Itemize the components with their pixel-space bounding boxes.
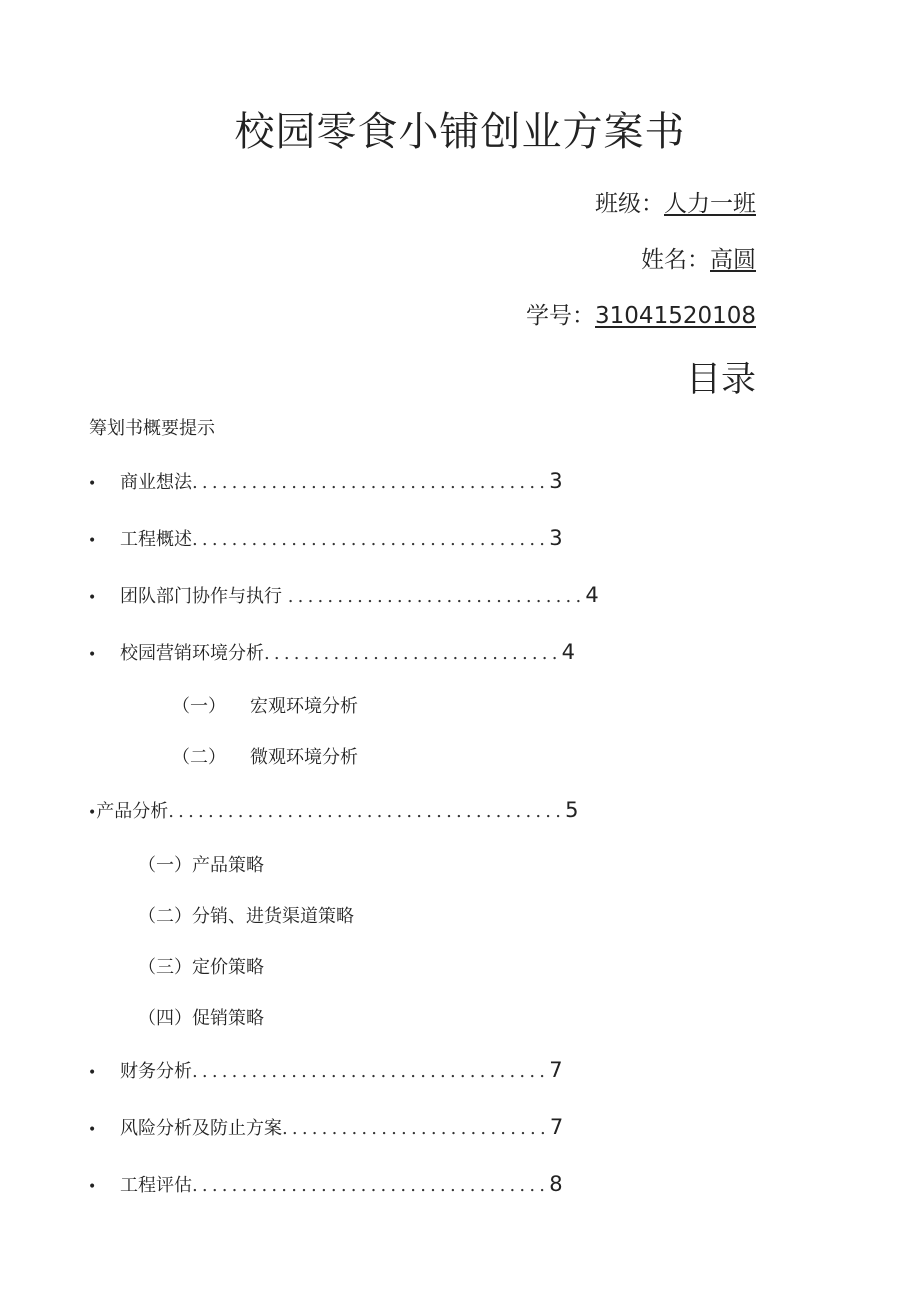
toc-subentry[interactable]: （三）定价策略 <box>138 957 264 978</box>
toc-leader: ........................................ <box>168 801 566 822</box>
toc-leader: .................................... <box>192 1061 550 1082</box>
toc-entry-text: 工程评估 <box>120 1175 192 1196</box>
toc-page-number: 7 <box>549 1115 564 1139</box>
student-id-line <box>526 297 756 330</box>
bullet-icon: • <box>88 805 97 821</box>
name-label: 姓名： <box>641 247 710 273</box>
toc-leader: .............................. <box>287 586 586 607</box>
toc-page-number: 3 <box>549 469 563 493</box>
toc-subentry[interactable]: （一）产品策略 <box>138 855 264 876</box>
toc-entry-text: 团队部门协作与执行 <box>120 586 288 607</box>
subentry-text: 微观环境分析 <box>250 747 358 768</box>
toc-entry-text: 财务分析 <box>120 1061 192 1082</box>
subentry-number: （二） <box>172 747 226 768</box>
bullet-icon: • <box>88 590 97 606</box>
toc-entry-text: 产品分析 <box>96 801 169 822</box>
name-line <box>641 241 756 274</box>
toc-page-number: 4 <box>585 583 599 607</box>
bullet-icon: • <box>88 1179 97 1195</box>
bullet-icon: • <box>88 533 97 549</box>
toc-leader: .................................... <box>192 472 550 493</box>
toc-entry-text: 风险分析及防止方案 <box>120 1118 282 1139</box>
class-label: 班级： <box>595 191 664 217</box>
toc-entry[interactable] <box>88 1057 563 1083</box>
toc-page-number: 5 <box>565 798 579 822</box>
toc-page-number: 8 <box>549 1172 563 1196</box>
toc-entry-text: 工程概述 <box>120 529 192 550</box>
bullet-icon: • <box>88 476 97 492</box>
toc-page-number: 3 <box>549 526 563 550</box>
toc-leader: .................................... <box>192 1175 550 1196</box>
toc-entry[interactable] <box>88 639 575 665</box>
toc-subentry[interactable]: （四）促销策略 <box>138 1008 264 1029</box>
toc-entry-text: 校园营销环境分析 <box>120 643 264 664</box>
bullet-icon: • <box>88 1122 97 1138</box>
bullet-icon: • <box>88 647 97 663</box>
toc-heading: 目录 <box>685 360 756 400</box>
toc-entry[interactable] <box>88 797 579 823</box>
toc-leader: ........................... <box>282 1118 550 1139</box>
toc-entry[interactable] <box>88 468 563 494</box>
student-id-value: 31041520108 <box>595 303 756 329</box>
class-value: 人力一班 <box>664 191 756 217</box>
name-value: 高圆 <box>710 247 756 273</box>
document-title: 校园零食小铺创业方案书 <box>234 109 686 155</box>
summary-line: 筹划书概要提示 <box>89 418 215 439</box>
toc-subentry[interactable]: （二）分销、进货渠道策略 <box>138 906 354 927</box>
toc-entry[interactable] <box>88 582 599 608</box>
toc-subentry[interactable] <box>172 692 358 718</box>
toc-entry-text: 商业想法 <box>120 472 192 493</box>
toc-leader: .................................... <box>192 529 550 550</box>
class-line <box>595 185 756 218</box>
toc-subentry[interactable] <box>172 743 358 769</box>
subentry-number: （一） <box>172 696 226 717</box>
toc-page-number: 4 <box>561 640 576 664</box>
student-id-label: 学号： <box>526 303 596 329</box>
toc-page-number: 7 <box>549 1058 563 1082</box>
toc-entry[interactable] <box>88 525 563 551</box>
bullet-icon: • <box>88 1065 97 1081</box>
toc-leader: .............................. <box>264 643 562 664</box>
toc-entry[interactable] <box>88 1171 563 1197</box>
toc-entry[interactable] <box>88 1114 563 1140</box>
subentry-text: 宏观环境分析 <box>250 696 358 717</box>
